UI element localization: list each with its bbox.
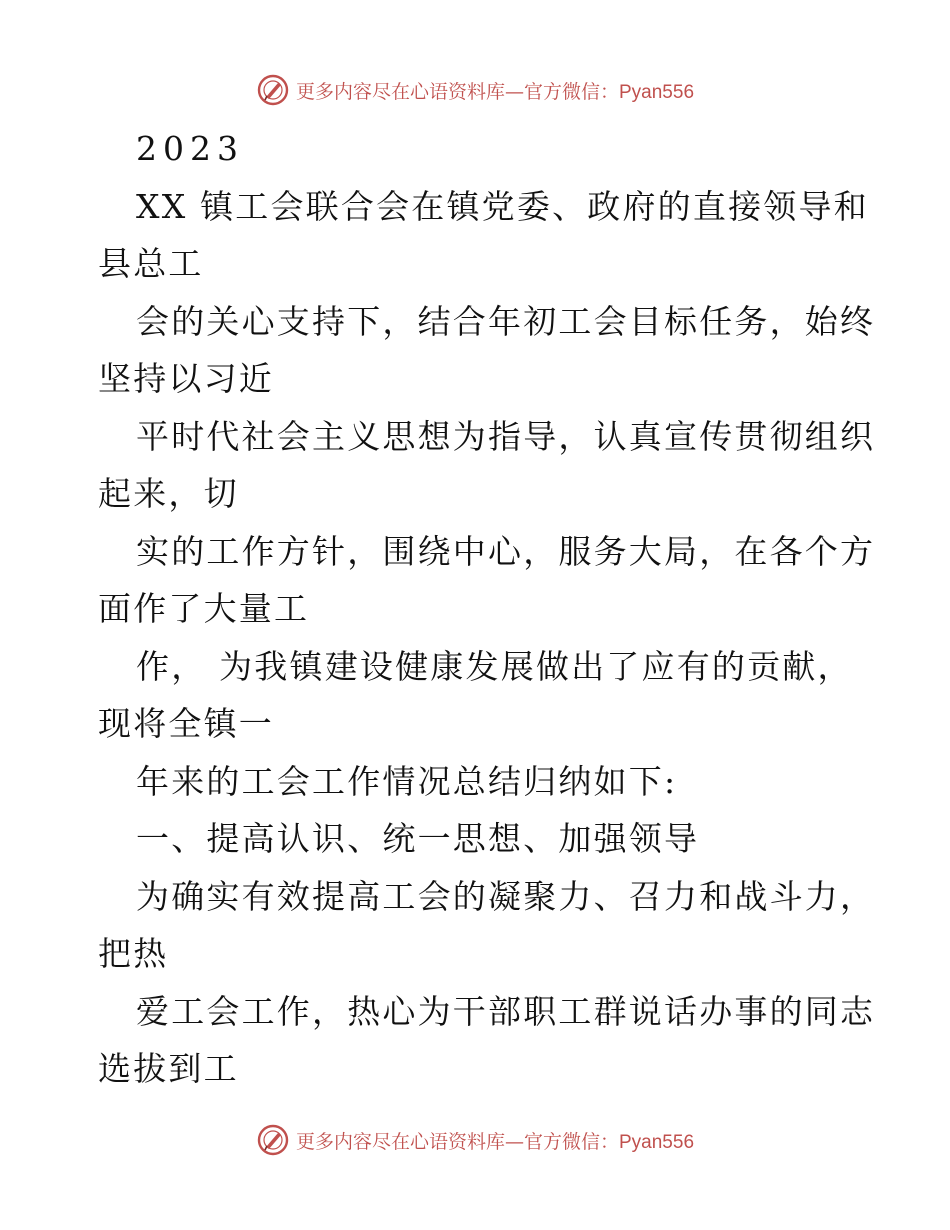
doc-line: 作， 为我镇建设健康发展做出了应有的贡献， (136, 646, 853, 686)
doc-line: 实的工作方针，围绕中心，服务大局，在各个方 (136, 531, 876, 571)
header-banner-text: 更多内容尽在心语资料库—官方微信：Pyan556 (295, 80, 695, 103)
doc-line: 把热 (98, 934, 169, 973)
quill-seal-icon (256, 73, 290, 107)
quill-seal-icon (256, 1123, 290, 1157)
doc-line: 坚持以习近 (98, 359, 274, 398)
doc-line: 平时代社会主义思想为指导，认真宣传贯彻组织 (136, 416, 876, 456)
doc-line: 面作了大量工 (98, 589, 310, 628)
doc-line: 爱工会工作，热心为干部职工群说话办事的同志 (136, 991, 876, 1031)
footer-watermark-banner (0, 1120, 950, 1160)
doc-line: 会的关心支持下，结合年初工会目标任务，始终 (136, 301, 876, 341)
doc-line-year: 2023 (136, 129, 244, 168)
section-heading: 一、提高认识、统一思想、加强领导 (136, 819, 700, 858)
doc-line: XX 镇工会联合会在镇党委、政府的直接领导和 (136, 186, 869, 226)
footer-wechat-id: Pyan556 (619, 1131, 695, 1153)
doc-line: 选拔到工 (98, 1049, 239, 1088)
doc-line: 现将全镇一 (98, 704, 274, 743)
document-body (98, 120, 876, 1098)
footer-banner-text: 更多内容尽在心语资料库—官方微信：Pyan556 (295, 1130, 695, 1153)
doc-line: 起来，切 (98, 474, 239, 513)
header-wechat-id: Pyan556 (619, 81, 695, 103)
doc-line: 为确实有效提高工会的凝聚力、召力和战斗力， (136, 876, 876, 916)
doc-line: 年来的工会工作情况总结归纳如下: (136, 761, 678, 801)
header-watermark-banner (0, 70, 950, 110)
doc-line: 县总工 (98, 244, 204, 283)
